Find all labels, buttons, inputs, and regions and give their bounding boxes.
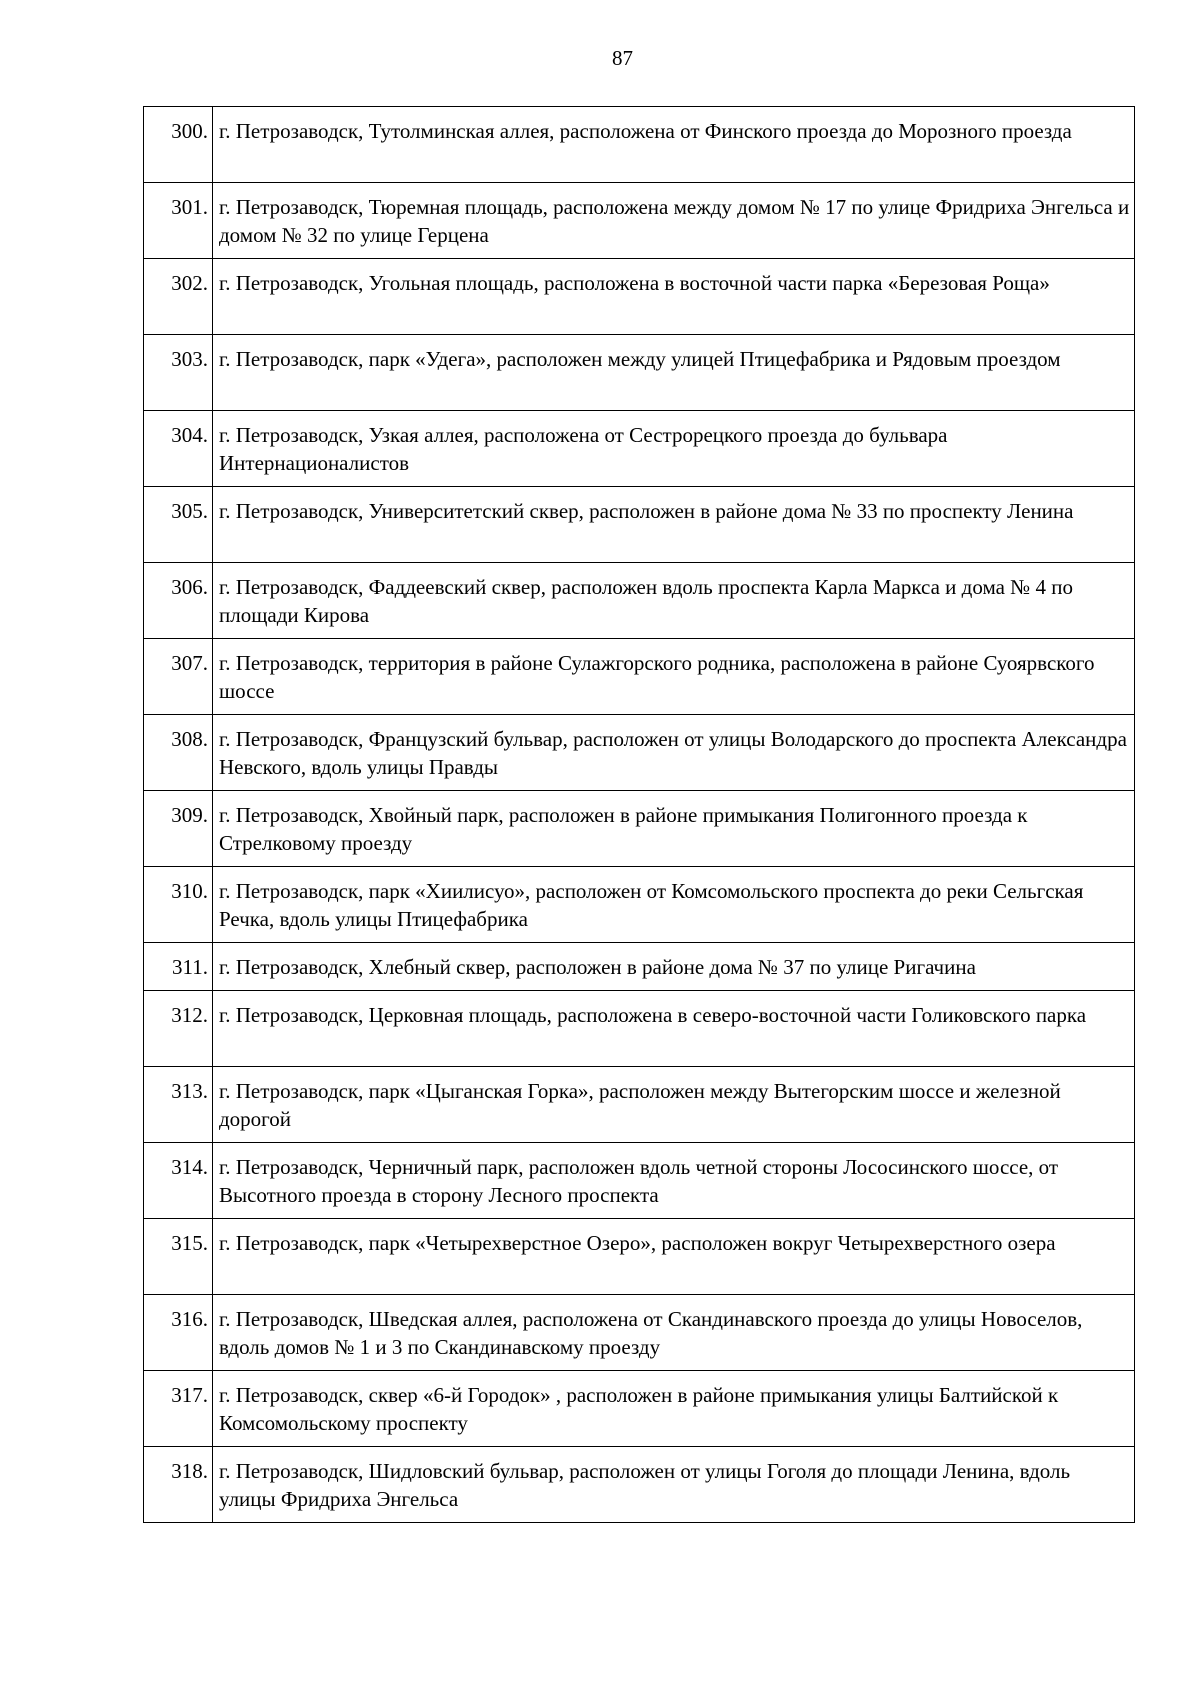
table-row — [144, 563, 1135, 639]
row-text: г. Петрозаводск, Церковная площадь, расположена в северо-восточной части Голиковского парка — [213, 991, 1135, 1067]
row-text: г. Петрозаводск, парк «Хиилисуо», расположен от Комсомольского проспекта до реки Сельгская Речка, вдоль улицы Птицефабрика — [213, 867, 1135, 943]
row-number: 315. — [144, 1219, 213, 1295]
table-row — [144, 259, 1135, 335]
records-table — [143, 106, 1135, 1523]
table-row — [144, 1067, 1135, 1143]
table-row — [144, 1447, 1135, 1523]
row-number: 305. — [144, 487, 213, 563]
table-row — [144, 867, 1135, 943]
table-row — [144, 715, 1135, 791]
table-row — [144, 1219, 1135, 1295]
row-text: г. Петрозаводск, Университетский сквер, расположен в районе дома № 33 по проспекту Ленина — [213, 487, 1135, 563]
row-text: г. Петрозаводск, Французский бульвар, расположен от улицы Володарского до проспекта Александра Невского, вдоль улицы Правды — [213, 715, 1135, 791]
row-text: г. Петрозаводск, сквер «6-й Городок» , расположен в районе примыкания улицы Балтийской к Комсомольскому проспекту — [213, 1371, 1135, 1447]
row-text: г. Петрозаводск, Узкая аллея, расположена от Сестрорецкого проезда до бульвара Интернационалистов — [213, 411, 1135, 487]
row-number: 313. — [144, 1067, 213, 1143]
row-text: г. Петрозаводск, парк «Четырехверстное Озеро», расположен вокруг Четырехверстного озера — [213, 1219, 1135, 1295]
row-number: 314. — [144, 1143, 213, 1219]
row-text: г. Петрозаводск, Хвойный парк, расположен в районе примыкания Полигонного проезда к Стрелковому проезду — [213, 791, 1135, 867]
row-number: 316. — [144, 1295, 213, 1371]
row-number: 317. — [144, 1371, 213, 1447]
row-text: г. Петрозаводск, Хлебный сквер, расположен в районе дома № 37 по улице Ригачина — [213, 943, 1135, 991]
table-row — [144, 183, 1135, 259]
row-text: г. Петрозаводск, Шведская аллея, расположена от Скандинавского проезда до улицы Новоселов, вдоль домов № 1 и 3 по Скандинавскому проезду — [213, 1295, 1135, 1371]
row-number: 307. — [144, 639, 213, 715]
row-text: г. Петрозаводск, парк «Цыганская Горка», расположен между Вытегорским шоссе и железной дорогой — [213, 1067, 1135, 1143]
row-number: 308. — [144, 715, 213, 791]
row-number: 312. — [144, 991, 213, 1067]
row-number: 300. — [144, 107, 213, 183]
table-row — [144, 791, 1135, 867]
table-row — [144, 943, 1135, 991]
table-row — [144, 411, 1135, 487]
row-number: 301. — [144, 183, 213, 259]
row-text: г. Петрозаводск, парк «Удега», расположен между улицей Птицефабрика и Рядовым проездом — [213, 335, 1135, 411]
row-number: 311. — [144, 943, 213, 991]
row-text: г. Петрозаводск, Черничный парк, расположен вдоль четной стороны Лососинского шоссе, от Высотного проезда в сторону Лесного проспекта — [213, 1143, 1135, 1219]
row-number: 310. — [144, 867, 213, 943]
row-text: г. Петрозаводск, территория в районе Сулажгорского родника, расположена в районе Суоярвского шоссе — [213, 639, 1135, 715]
table-row — [144, 1371, 1135, 1447]
row-number: 306. — [144, 563, 213, 639]
row-text: г. Петрозаводск, Фаддеевский сквер, расположен вдоль проспекта Карла Маркса и дома № 4 по площади Кирова — [213, 563, 1135, 639]
row-number: 318. — [144, 1447, 213, 1523]
page-number: 87 — [612, 46, 633, 70]
row-text: г. Петрозаводск, Тюремная площадь, расположена между домом № 17 по улице Фридриха Энгельса и домом № 32 по улице Герцена — [213, 183, 1135, 259]
table-row — [144, 107, 1135, 183]
table-row — [144, 1295, 1135, 1371]
table-row — [144, 1143, 1135, 1219]
row-text: г. Петрозаводск, Шидловский бульвар, расположен от улицы Гоголя до площади Ленина, вдоль улицы Фридриха Энгельса — [213, 1447, 1135, 1523]
row-number: 309. — [144, 791, 213, 867]
row-number: 303. — [144, 335, 213, 411]
row-number: 302. — [144, 259, 213, 335]
row-text: г. Петрозаводск, Угольная площадь, расположена в восточной части парка «Березовая Роща» — [213, 259, 1135, 335]
row-text: г. Петрозаводск, Тутолминская аллея, расположена от Финского проезда до Морозного проезда — [213, 107, 1135, 183]
table-row — [144, 487, 1135, 563]
table-row — [144, 991, 1135, 1067]
table-row — [144, 335, 1135, 411]
table-row — [144, 639, 1135, 715]
row-number: 304. — [144, 411, 213, 487]
